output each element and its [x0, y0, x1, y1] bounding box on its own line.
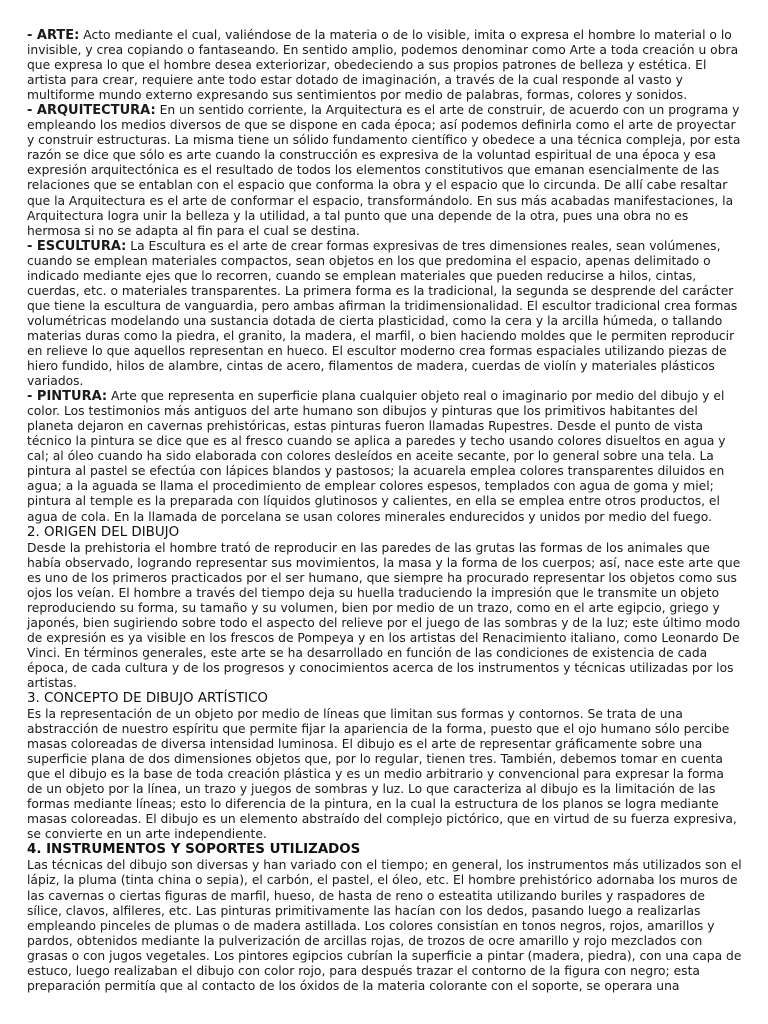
heading-instrumentos-y-soportes: 4. INSTRUMENTOS Y SOPORTES UTILIZADOS [27, 842, 361, 858]
definition-arte [27, 28, 743, 103]
definition-escultura [27, 239, 743, 389]
definition-arquitectura-text: En un sentido corriente, la Arquitectura es el arte de construir, de acuerdo con un programa y empleando los medios diversos de que se dispone en cada época; así podemos definirla como el arte de proyectar y construir estructuras. La misma tiene un sólido fundamento científico y obedece a una técnica compleja, por esta razón se dice que sólo es arte cuando la construcción es expresiva de la voluntad espiritual de una época y esa expresión arquitectónica es el resultado de todos los elementos constitutivos que emanan esencialmente de las relaciones que se entablan con el espacio que conforma la obra y el espacio que lo circunda. De allí cabe resaltar que la Arquitectura es el arte de conformar el espacio, transformándolo. En sus más acabadas manifestaciones, la Arquitectura logra unir la belleza y la utilidad, a tal punto que una depende de la otra, pues una obra no es hermosa si no se adapta al fin para el cual se destina. [27, 103, 741, 238]
term-pintura: - PINTURA: [27, 389, 108, 405]
paragraph-instrumentos-y-soportes: Las técnicas del dibujo son diversas y han variado con el tiempo; en general, los instrumentos más utilizados son el lápiz, la pluma (tinta china o sepia), el carbón, el pastel, el óleo, etc. El hombre prehistórico adornaba los muros de las cavernas o ciertas figuras de marfil, hueso, de hasta de reno o esteatita utilizando buriles y raspadores de sílice, clavos, alfileres, etc. Las pinturas primitivamente las hacían con los dedos, pasando luego a realizarlas empleando pinceles de plumas o de madera astillada. Los colores consistían en tonos negros, rojos, amarillos y pardos, obtenidos mediante la pulverización de arcillas rojas, de trozos de ocre amarillo y rojo mezclados con grasas o con jugos vegetales. Los pintores egipcios cubrían la superficie a pintar (madera, piedra), con una capa de estuco, luego realizaban el dibujo con color rojo, para después trazar el contorno de la figura con negro; esta preparación permitía que al contacto de los óxidos de la materia colorante con el soporte, se operara una [27, 858, 742, 993]
paragraph-origen-del-dibujo: Desde la prehistoria el hombre trató de reproducir en las paredes de las grutas las formas de los animales que había observado, logrando representar sus movimientos, la masa y la forma de los cuerpos; así, nace este arte que es uno de los primeros practicados por el ser humano, que siempre ha procurado representar los objetos como sus ojos los veían. El hombre a través del tiempo deja su huella traduciendo la impresión que le transmite un objeto reproduciendo su forma, su tamaño y su volumen, bien por medio de un trazo, como en el arte egipcio, griego y japonés, bien sugiriendo sobre todo el aspecto del relieve por el juego de las sombras y de la luz; este último modo de expresión es ya visible en los frescos de Pompeya y en los artistas del Renacimiento italiano, como Leonardo De Vinci. En términos generales, este arte se ha desarrollado en función de las condiciones de existencia de cada época, de cada cultura y de los progresos y conocimientos acerca de los instrumentos y técnicas utilizadas por los artistas. [27, 540, 741, 690]
term-arquitectura: - ARQUITECTURA: [27, 103, 156, 119]
heading-origen-del-dibujo: 2. ORIGEN DEL DIBUJO [27, 524, 180, 540]
definition-arquitectura [27, 103, 743, 238]
paragraph-concepto-dibujo-artistico: Es la representación de un objeto por medio de líneas que limitan sus formas y contornos. Se trata de una abstracción de nuestro espíritu que permite fijar la apariencia de la forma, puesto que el ojo humano sólo percibe masas coloreadas de diversa intensidad luminosa. El dibujo es el arte de representar gráficamente sobre una superficie plana de dos dimensiones objetos que, por lo regular, tienen tres. También, debemos tomar en cuenta que el dibujo es la base de toda creación plástica y es un medio arbitrario y convencional para expresar la forma de un objeto por la línea, un trazo y juegos de sombras y luz. Lo que caracteriza al dibujo es la limitación de las formas mediante líneas; esto lo diferencia de la pintura, en la cual la estructura de los planos se logra mediante masas coloreadas. El dibujo es un elemento abstraído del complejo pictórico, que en virtud de su fuerza expresiva, se convierte en un arte independiente. [27, 707, 737, 842]
definition-pintura-text: Arte que representa en superficie plana cualquier objeto real o imaginario por medio del dibujo y el color. Los testimonios más antiguos del arte humano son dibujos y pinturas que los primitivos habitantes del planeta dejaron en cavernas prehistóricas, estas pinturas fueron llamadas Rupestres. Desde el punto de vista técnico la pintura se dice que es al fresco cuando se aplica a paredes y techo usando colores disueltos en agua y cal; al óleo cuando ha sido elaborada con colores desleídos en aceite secante, por lo general sobre una tela. La pintura al pastel se efectúa con lápices blandos y pastosos; la acuarela emplea colores transparentes diluidos en agua; a la aguada se llama el procedimiento de emplear colores espesos, templados con agua de goma y miel; pintura al temple es la preparada con líquidos glutinosos y calientes, en ella se emplea entre otros productos, el agua de cola. En la llamada de porcelana se usan colores minerales endurecidos y unidos por medio del fuego. [27, 389, 726, 524]
heading-concepto-dibujo-artistico: 3. CONCEPTO DE DIBUJO ARTÍSTICO [27, 691, 268, 707]
definition-pintura [27, 389, 743, 524]
definition-arte-text: Acto mediante el cual, valiéndose de la materia o de lo visible, imita o expresa el hombre lo material o lo invisible, y crea copiando o fantaseando. En sentido amplio, podemos denominar como Arte a toda creación u obra que expresa lo que el hombre desea exteriorizar, obedeciendo a sus propios patrones de belleza y estética. El artista para crear, requiere ante todo estar dotado de imaginación, a través de la cual responde al vasto y multiforme mundo externo expresando sus sentimientos por medio de palabras, formas, colores y sonidos. [27, 28, 739, 103]
definition-escultura-text: La Escultura es el arte de crear formas expresivas de tres dimensiones reales, sean volúmenes, cuando se emplean materiales compactos, sean objetos en los que predomina el espacio, apenas delimitado o indicado mediante ejes que lo recorren, cuando se emplean materiales que pueden reducirse a hilos, cintas, cuerdas, etc. o materiales transparentes. La primera forma es la tradicional, la segunda se desprende del carácter que tiene la escultura de vanguardia, pero ambas afirman la tridimensionalidad. El escultor tradicional crea formas volumétricas modelando una sustancia dotada de cierta plasticidad, como la cera y la arcilla húmeda, o tallando materias duras como la piedra, el granito, la madera, el marfil, o bien haciendo moldes que le permiten reproducir en relieve lo que aquellos representan en hueco. El escultor moderno crea formas espaciales utilizando piezas de hiero fundido, hilos de alambre, cintas de acero, filamentos de madera, cuerdas de violín y materiales plásticos variados. [27, 238, 738, 389]
term-arte: - ARTE: [27, 28, 80, 43]
term-escultura: - ESCULTURA: [27, 238, 127, 254]
